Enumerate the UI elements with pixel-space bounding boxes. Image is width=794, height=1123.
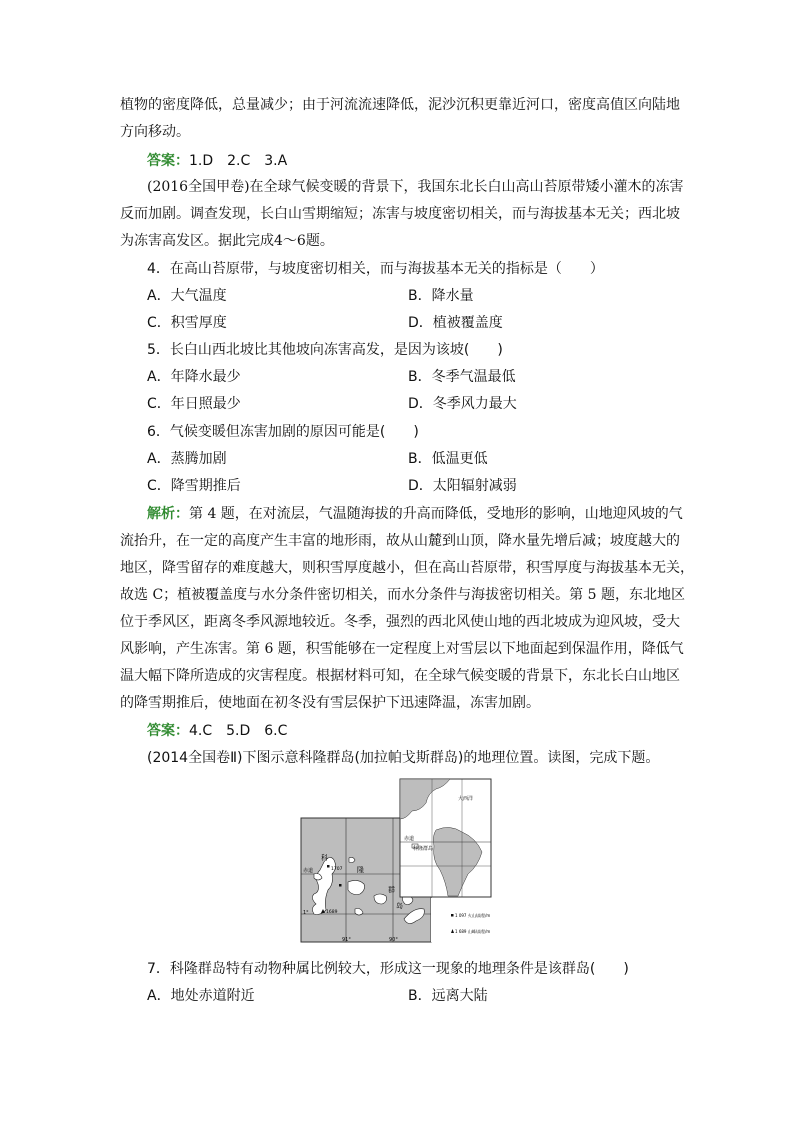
q5-option-c: C．年日照最少 <box>147 396 241 412</box>
q6-option-a: A．蒸腾加剧 <box>147 451 227 467</box>
q4-option-b: B．降水量 <box>408 288 474 304</box>
q5-option-b: B．冬季气温最低 <box>408 369 516 385</box>
answer-text: 1.D 2.C 3.A <box>189 153 288 169</box>
label-lat: 1° <box>303 910 309 916</box>
label-qun: 群 <box>388 886 395 894</box>
analysis-line-5: 位于季风区，距离冬季风源地较近。冬季，强烈的西北风使山地的西北坡成为迎风坡，受大 <box>120 614 680 630</box>
analysis-text-1: 第 4 题，在对流层，气温随海拔的升高而降低，受地形的影响，山地迎风坡的气 <box>189 506 683 522</box>
passage-line-2: 反而加剧。调查发现，长白山雪期缩短；冻害与坡度密切相关，而与海拔基本无关；西北坡 <box>120 206 680 222</box>
label-lon-90: 90° <box>389 937 398 943</box>
volcano-marker <box>339 884 342 887</box>
question-6-stem: 6．气候变暖但冻害加剧的原因可能是( ) <box>147 424 419 440</box>
label-islands-inset: 科隆群岛 <box>413 846 434 852</box>
volcano-marker <box>327 865 330 868</box>
question-5-stem: 5．长白山西北坡比其他坡向冻害高发，是因为该坡( ) <box>147 342 503 358</box>
legend-volcano-marker <box>451 914 454 917</box>
analysis-line-2: 流抬升，在一定的高度产生丰富的地形雨，故从山麓到山顶，降水量先增后减；坡度越大的 <box>120 533 680 549</box>
label-lon-91: 91° <box>342 937 351 943</box>
label-peak-1707: 1707 <box>331 867 343 872</box>
galapagos-map <box>300 778 492 943</box>
legend-box <box>431 898 491 942</box>
q4-option-a: A．大气温度 <box>147 288 227 304</box>
label-equator-inset: 赤道 <box>404 836 415 842</box>
answer-label-2: 答案： <box>147 723 189 739</box>
analysis-line-1 <box>147 505 683 523</box>
label-dao: 岛 <box>396 902 403 910</box>
answer-label: 答案： <box>147 153 189 169</box>
passage-line-1: (2016全国甲卷)在全球气候变暖的背景下，我国东北长白山高山苔原带矮小灌木的冻害 <box>147 179 684 195</box>
q7-option-b: B．远离大陆 <box>408 988 488 1004</box>
label-long: 隆 <box>357 866 364 874</box>
q6-option-c: C．降雪期推后 <box>147 478 241 494</box>
question-4-stem: 4．在高山苔原带，与坡度密切相关，而与海拔基本无关的指标是（ ） <box>147 261 604 277</box>
intro-line-1: 植物的密度降低，总量减少；由于河流流速降低，泥沙沉积更靠近河口，密度高值区向陆地 <box>120 97 680 113</box>
answer-line-1 <box>147 152 287 170</box>
answer-text-2: 4.C 5.D 6.C <box>189 723 288 739</box>
passage-2: (2014全国卷Ⅱ)下图示意科隆群岛(加拉帕戈斯群岛)的地理位置。读图，完成下题。 <box>147 750 660 766</box>
analysis-line-3: 地区，降雪留存的难度越大，则积雪厚度越小，但在高山苔原带，积雪厚度与海拔基本无关， <box>120 560 694 576</box>
answer-line-2 <box>147 722 287 740</box>
legend-volcano: 1 097 火山/高程/m <box>455 913 491 918</box>
analysis-line-8: 的降雪期推后，使地面在初冬没有雪层保护下迅速降温，冻害加剧。 <box>120 695 540 711</box>
q6-option-b: B．低温更低 <box>408 451 488 467</box>
question-7-stem: 7．科隆群岛特有动物种属比例较大，形成这一现象的地理条件是该群岛( ) <box>147 961 629 977</box>
q7-option-a: A．地处赤道附近 <box>147 988 255 1004</box>
passage-line-3: 为冻害高发区。据此完成4～6题。 <box>120 233 334 249</box>
q4-option-c: C．积雪厚度 <box>147 315 227 331</box>
santa-cruz-island <box>348 880 365 894</box>
analysis-line-7: 温大幅下降所造成的灾害程度。根据材料可知，在全球气候变暖的背景下，东北长白山地区 <box>120 668 680 684</box>
label-atlantic: 大西洋 <box>458 796 474 802</box>
label-ke: 科 <box>321 854 328 862</box>
intro-line-2: 方向移动。 <box>120 124 190 140</box>
q5-option-d: D．冬季风力最大 <box>408 396 517 412</box>
analysis-label: 解析： <box>147 506 189 522</box>
label-equator-main: 赤道 <box>303 868 314 874</box>
legend-peak: 1 689 山峰/高程/m <box>455 929 491 934</box>
analysis-line-4: 故选 C；植被覆盖度与水分条件密切相关，而水分条件与海拔密切相关。第 5 题，东北地区 <box>120 587 685 603</box>
q6-option-d: D．太阳辐射减弱 <box>408 478 517 494</box>
q4-option-d: D．植被覆盖度 <box>408 315 503 331</box>
analysis-line-6: 风影响，产生冻害。第 6 题，积雪能够在一定程度上对雪层以下地面起到保温作用，降低气 <box>120 641 684 657</box>
q5-option-a: A．年降水最少 <box>147 369 241 385</box>
label-peak-1689: 1689 <box>326 910 338 915</box>
